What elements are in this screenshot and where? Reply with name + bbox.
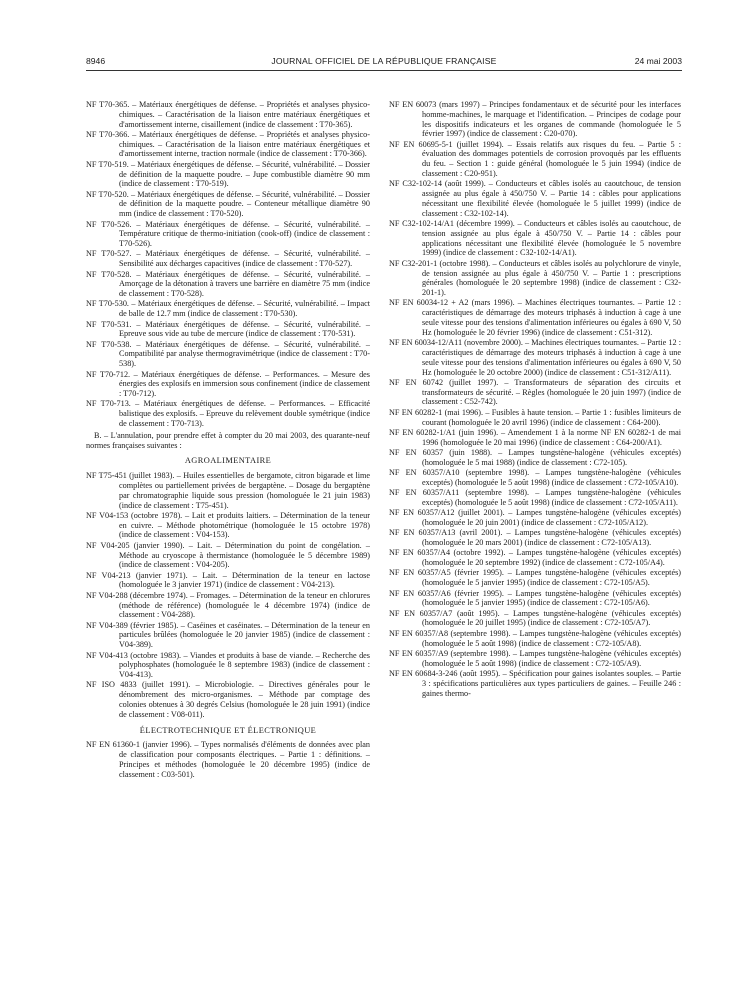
norm-entry xyxy=(86,541,370,570)
norm-entry xyxy=(389,428,681,448)
norm-entry xyxy=(86,621,370,650)
norm-entry xyxy=(86,249,370,269)
right-column xyxy=(389,100,681,980)
norm-entry xyxy=(389,488,681,508)
page-number: 8946 xyxy=(86,56,106,66)
norm-entry xyxy=(86,740,370,779)
norm-code: NF EN 60357/A9 xyxy=(389,648,449,658)
paragraph-b: B. – L'annulation, pour prendre effet à compter du 20 mai 2003, des quarante-neuf normes françaises suivantes : xyxy=(86,430,370,450)
norm-code: NF T70-527. xyxy=(86,249,132,259)
norm-code: NF T70-526. xyxy=(86,219,132,229)
norm-entry xyxy=(389,468,681,488)
left-entries-defense xyxy=(86,100,370,429)
norm-entry xyxy=(86,160,370,189)
norm-description: (septembre 1998). – Lampes tungstène-halogène (véhicules exceptés) (homologuée le 5 août 1998) (indice de classement : C72-105/A10). xyxy=(422,467,681,487)
norm-entry xyxy=(389,140,681,179)
norm-description: – Matériaux énergétiques de défense. – Sécurité, vulnérabilité. – Dossier de définition de la maquette poudre. – Jupe combustible diamètre 90 mm (indice de classement : T70-519). xyxy=(119,159,370,189)
norm-code: NF T70-520. xyxy=(86,189,129,199)
norm-description: – Matériaux énergétiques de défense. – Performances. – Mesure des énergies des explosifs en immersion sous confinement (indice de classement : T70-712). xyxy=(119,369,370,399)
norm-description: (février 1995). – Lampes tungstène-halogène (véhicules exceptés) (homologuée le 5 janvier 1995) (indice de classement : C72-105/A6). xyxy=(422,588,681,608)
norm-description: (novembre 2000). – Machines électriques tournantes. – Partie 12 : caractéristiques de démarrage des moteurs triphasés à induction à cage à une seule vitesse pour des tensions d'alimentation inférieures ou égales à 690 V, 50 Hz (homologuée le 20 octobre 2000) (indice de classement : C51-312/A11). xyxy=(422,338,681,377)
norm-entry xyxy=(389,179,681,218)
norm-entry xyxy=(389,259,681,298)
norm-entry xyxy=(86,591,370,620)
norm-code: NF EN 60357/A10 xyxy=(389,467,460,477)
norm-entry xyxy=(389,100,681,139)
issue-date: 24 mai 2003 xyxy=(634,56,682,66)
norm-code: NF EN 60357/A7 xyxy=(389,608,453,618)
norm-entry xyxy=(86,100,370,129)
norm-entry xyxy=(86,220,370,249)
norm-description: (décembre 1974). – Fromages. – Détermination de la teneur en chlorures (méthode de référence) (homologuée le 4 décembre 1974) (indice de classement : V04-288). xyxy=(119,590,370,620)
norm-description: (juin 1988). – Lampes tungstène-halogène (véhicules exceptés) (homologuée le 5 mai 1988) (indice de classement : C72-105). xyxy=(422,447,681,467)
norm-code: NF EN 60742 xyxy=(389,377,444,387)
norm-entry xyxy=(389,548,681,568)
norm-description: – Matériaux énergétiques de défense. – Propriétés et analyses physico-chimiques. – Caractérisation de la liaison entre matériaux énergétiques et d'amortissement interne, traction normale (indice de classement : T70-366). xyxy=(119,129,370,159)
norm-description: (mars 1996). – Machines électriques tournantes. – Partie 12 : caractéristiques de démarrage des moteurs triphasés à induction à cage à une seule vitesse pour des tensions d'alimentation inférieures ou égales à 690 V, 50 Hz (homologuée le 20 février 1996) (indice de classement : C51-312). xyxy=(422,298,681,337)
norm-description: – Matériaux énergétiques de défense. – Sécurité, vulnérabilité. – Compatibilité par analyse thermogravimétrique (indice de classement : T70-538). xyxy=(119,339,370,369)
norm-code: NF EN 60684-3-246 xyxy=(389,668,458,678)
norm-entry xyxy=(86,399,370,428)
norm-code: NF EN 60034-12 + A2 xyxy=(389,298,469,308)
norm-code: NF V04-213 xyxy=(86,570,131,580)
norm-code: NF EN 60357/A4 xyxy=(389,548,451,558)
norm-entry xyxy=(86,299,370,319)
norm-description: (juillet 2001). – Lampes tungstène-halogène (véhicules exceptés) (homologuée le 20 juin 2001) (indice de classement : C72-105/A12). xyxy=(422,508,681,527)
norm-code: NF C32-102-14/A1 xyxy=(389,219,454,229)
norm-code: NF T70-713. xyxy=(86,399,131,409)
norm-code: NF EN 60073 xyxy=(389,100,437,109)
norm-description: (juillet 1997). – Transformateurs de séparation des circuits et transformateurs de sécurité. – Règles (homologuée le 20 juin 1997) (indice de classement : C52-742). xyxy=(422,377,681,407)
norm-entry xyxy=(389,408,681,428)
norm-description: – Matériaux énergétiques de défense. – Sécurité, vulnérabilité. – Amorçage de la détonation à travers une barrière en diamètre 75 mm (indice de classement : T70-528). xyxy=(119,269,370,299)
norm-entry xyxy=(389,508,681,528)
norm-code: NF T70-712. xyxy=(86,369,131,379)
norm-code: NF T70-519. xyxy=(86,159,129,169)
norm-entry xyxy=(389,629,681,649)
norm-code: NF V04-205 xyxy=(86,540,130,550)
norm-description: (mars 1997) – Principes fondamentaux et de sécurité pour les interfaces homme-machines, le marquage et l'identification. – Principes de codage pour les dispositifs indicateurs et les organes de commande (homologuée le 5 février 1997) (indice de classement : C20-070). xyxy=(422,100,681,139)
norm-description: – Matériaux énergétiques de défense. – Sécurité, vulnérabilité. – Sensibilité aux décharges capacitives (indice de classement : T70-527). xyxy=(119,249,370,269)
norm-entry xyxy=(389,609,681,629)
norm-description: (janvier 1990). – Lait. – Détermination du point de congélation. – Méthode au cryoscope à thermistance (homologuée le 5 décembre 1989) (indice de classement : V04-205). xyxy=(119,540,370,570)
norm-entry xyxy=(389,338,681,377)
norm-code: NF T70-530. xyxy=(86,299,129,309)
norm-entry xyxy=(86,511,370,540)
norm-entry xyxy=(86,130,370,159)
norm-entry xyxy=(86,190,370,219)
norm-code: NF EN 60357 xyxy=(389,447,444,457)
norm-code: NF EN 60357/A5 xyxy=(389,568,451,578)
norm-entry xyxy=(86,270,370,299)
norm-code: NF EN 60357/A12 xyxy=(389,508,455,518)
norm-code: NF T70-531. xyxy=(86,319,132,329)
norm-description: (octobre 1998). – Conducteurs et câbles isolés au polychlorure de vinyle, de tension assignée au plus égale à 450/750 V. – Partie 1 : prescriptions générales (homologuée le 20 septembre 1998) (indice de classement : C32-201-1). xyxy=(422,258,681,298)
norm-description: (décembre 1999). – Conducteurs et câbles isolés au caoutchouc, de tension assignée au plus égale à 450/750 V. – Partie 14 : câbles pour applications nécessitant une flexibilité élevée (homologuée le 5 novembre 1999) (indice de classement : C32-102-14/A1). xyxy=(422,219,681,258)
norm-entry xyxy=(389,219,681,258)
header-rule xyxy=(86,70,682,71)
norm-code: NF V04-413 xyxy=(86,650,128,660)
norm-code: NF EN 60357/A11 xyxy=(389,488,460,498)
norm-description: (janvier 1996). – Types normalisés d'éléments de données avec plan de classification pour composants électriques. – Partie 1 : définitions. – Principes et méthodes (homologuée le 20 décembre 1995) (indice de classement : C03-501). xyxy=(119,740,370,779)
norm-description: (juillet 1994). – Essais relatifs aux risques du feu. – Partie 5 : évaluation des dommages potentiels de corrosion provoqués par les effluents du feu. – Section 1 : guide général (homologuée le 5 juin 1994) (indice de classement : C20-951). xyxy=(422,139,681,179)
norm-code: NF V04-389 xyxy=(86,620,128,630)
norm-description: (juin 1996). – Amendement 1 à la norme NF EN 60282-1 de mai 1996 (homologuée le 20 mai 1996) (indice de classement : C64-200/A1). xyxy=(422,427,681,447)
norm-description: (octobre 1992). – Lampes tungstène-halogène (véhicules exceptés) (homologuée le 20 septembre 1992) (indice de classement : C72-105/A4). xyxy=(422,548,681,568)
norm-description: (juillet 1983). – Huiles essentielles de bergamote, citron bigarade et lime complètes ou partiellement privées de bergaptène. – Dosage du bergaptène par chromatographie liquide sous pression (homologuée le 21 juin 1983) (indice de classement : T75-451). xyxy=(119,471,370,510)
norm-description: – Matériaux énergétiques de défense. – Sécurité, vulnérabilité. – Dossier de définition de la maquette poudre. – Conteneur métallique diamètre 90 mm (indice de classement : T70-520). xyxy=(119,189,370,219)
norm-entry xyxy=(86,571,370,591)
left-column xyxy=(86,100,370,980)
norm-entry xyxy=(389,568,681,588)
left-entries-agro xyxy=(86,471,370,719)
norm-code: NF C32-201-1 xyxy=(389,258,438,268)
norm-description: – Matériaux énergétiques de défense. – Propriétés et analyses physico-chimiques. – Caractérisation de la liaison entre matériaux énergétiques et d'amortissement interne, cisaillement (indice de classement : T70-365). xyxy=(119,100,370,129)
section-heading-elec: ÉLECTROTECHNIQUE ET ÉLECTRONIQUE xyxy=(139,725,317,735)
norm-description: (janvier 1971). – Lait. – Détermination de la teneur en lactose (homologuée le 3 janvier 1971) (indice de classement : V04-213). xyxy=(119,570,370,590)
norm-code: NF V04-153 xyxy=(86,510,129,520)
norm-entry xyxy=(389,589,681,609)
right-entries xyxy=(389,100,681,698)
norm-code: NF T70-366. xyxy=(86,129,130,139)
norm-code: NF C32-102-14 xyxy=(389,179,442,189)
norm-entry xyxy=(86,471,370,510)
norm-description: – Matériaux énergétiques de défense. – Performances. – Efficacité balistique des explosifs. – Epreuve du relèvement double symétrique (indice de classement : T70-713). xyxy=(119,399,370,428)
norm-code: NF EN 60357/A8 xyxy=(389,628,449,638)
norm-entry xyxy=(389,448,681,468)
norm-description: (mai 1996). – Fusibles à haute tension. – Partie 1 : fusibles limiteurs de courant (homologuée le 20 avril 1996) (indice de classement : C64-200). xyxy=(422,407,681,427)
norm-code: NF EN 60357/A13 xyxy=(389,528,456,538)
norm-entry xyxy=(86,651,370,680)
left-entries-elec xyxy=(86,740,370,779)
norm-code: NF EN 60695-5-1 xyxy=(389,139,453,149)
norm-description: (octobre 1978). – Lait et produits laitiers. – Détermination de la teneur en cuivre. – Méthode photométrique (homologuée le 15 octobre 1978) (indice de classement : V04-153). xyxy=(119,510,370,540)
norm-description: – Matériaux énergétiques de défense. – Sécurité, vulnérabilité. – Epreuve sous vide au tube de mercure (indice de classement : T70-531). xyxy=(119,319,370,339)
norm-description: – Matériaux énergétiques de défense. – Sécurité, vulnérabilité. – Température critique de thermo-initiation (cook-off) (indice de classement : T70-526). xyxy=(119,219,370,249)
norm-description: (août 1995). – Spécification pour gaines isolantes souples. – Partie 3 : spécifications particulières aux types particuliers de gaines. – Feuille 246 : gaines thermo- xyxy=(422,668,681,698)
norm-code: NF T70-528. xyxy=(86,269,132,279)
norm-code: NF EN 60357/A6 xyxy=(389,588,451,598)
norm-description: (août 1999). – Conducteurs et câbles isolés au caoutchouc, de tension assignée au plus égale à 450/750 V. – Partie 14 : câbles pour applications nécessitant une flexibilité élevée (homologuée le 5 juillet 1999) (indice de classement : C32-102-14). xyxy=(422,179,681,218)
norm-description: (septembre 1998). – Lampes tungstène-halogène (véhicules exceptés) (homologuée le 5 août 1998) (indice de classement : C72-105/A8). xyxy=(422,628,681,648)
norm-description: (septembre 1998). – Lampes tungstène-halogène (véhicules exceptés) (homologuée le 5 août 1998) (indice de classement : C72-105/A11). xyxy=(422,488,681,507)
norm-description: – Matériaux énergétiques de défense. – Sécurité, vulnérabilité. – Impact de balle de 12.7 mm (indice de classement : T70-530). xyxy=(119,299,370,319)
norm-code: NF V04-288 xyxy=(86,590,128,600)
section-heading-agro: AGROALIMENTAIRE xyxy=(184,456,272,466)
norm-entry xyxy=(389,378,681,407)
norm-description: (octobre 1983). – Viandes et produits à base de viande. – Recherche des polyphosphates (homologuée le 8 septembre 1983) (indice de classement : V04-413). xyxy=(119,650,370,680)
journal-title: JOURNAL OFFICIEL DE LA RÉPUBLIQUE FRANÇAISE xyxy=(271,56,497,66)
norm-code: NF ISO 4833 xyxy=(86,680,137,690)
norm-description: (février 1995). – Lampes tungstène-halogène (véhicules exceptés) (homologuée le 5 janvier 1995) (indice de classement : C72-105/A5). xyxy=(422,568,681,588)
norm-entry xyxy=(389,298,681,337)
norm-description: (juillet 1991). – Microbiologie. – Directives générales pour le dénombrement des micro-organismes. – Méthode par comptage des colonies obtenues à 30 degrés Celsius (homologuée le 28 juin 1991) (indice de classement : V08-011). xyxy=(119,680,370,719)
norm-entry xyxy=(389,528,681,548)
norm-description: (septembre 1998). – Lampes tungstène-halogène (véhicules exceptés) (homologuée le 5 août 1998) (indice de classement : C72-105/A9). xyxy=(422,648,681,668)
norm-entry xyxy=(389,669,681,698)
norm-description: (août 1995). – Lampes tungstène-halogène (véhicules exceptés) (homologuée le 20 juillet 1995) (indice de classement : C72-105/A7). xyxy=(422,608,681,628)
norm-entry xyxy=(86,340,370,369)
norm-code: NF EN 61360-1 xyxy=(86,740,140,750)
norm-entry xyxy=(86,320,370,340)
norm-code: NF EN 60034-12/A11 xyxy=(389,338,463,348)
norm-code: NF T75-451 xyxy=(86,471,127,481)
norm-code: NF EN 60282-1/A1 xyxy=(389,427,456,437)
norm-code: NF EN 60282-1 xyxy=(389,407,443,417)
norm-entry xyxy=(86,680,370,719)
norm-code: NF T70-365. xyxy=(86,100,130,109)
norm-entry xyxy=(389,649,681,669)
norm-description: (avril 2001). – Lampes tungstène-halogène (véhicules exceptés) (homologuée le 20 mars 2001) (indice de classement : C72-105/A13). xyxy=(422,528,681,548)
norm-code: NF T70-538. xyxy=(86,339,132,349)
norm-entry xyxy=(86,370,370,399)
norm-description: (février 1985). – Caséines et caséinates. – Détermination de la teneur en particules brûlées (homologuée le 20 janvier 1985) (indice de classement : V04-389). xyxy=(119,620,370,650)
